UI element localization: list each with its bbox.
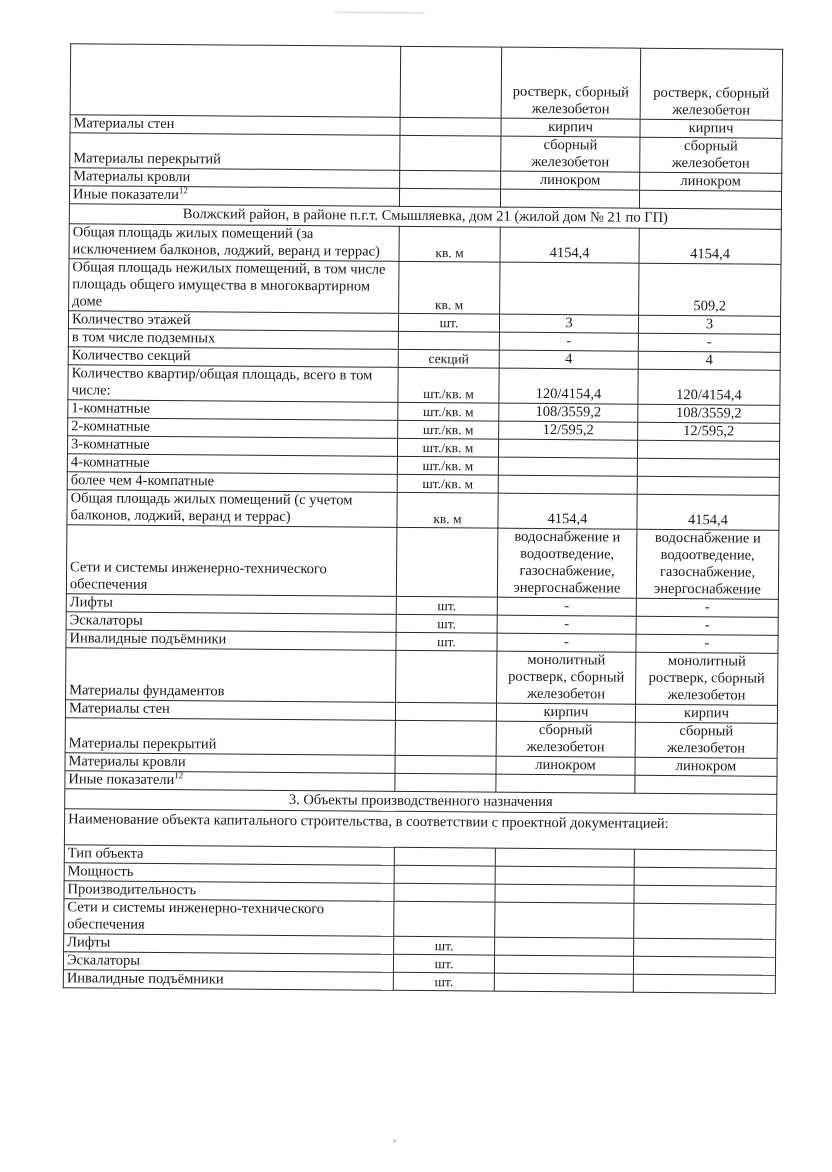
row-value-1: линокром xyxy=(496,756,635,775)
row-unit xyxy=(400,117,501,136)
row-label-text: Иные показатели xyxy=(72,186,179,204)
row-label: 1-комнатные xyxy=(68,400,398,421)
row-value-2: монолитный ростверк, сборный железобетон xyxy=(636,652,778,705)
row-label: Мощность xyxy=(64,863,394,884)
row-value-2: сборный железобетон xyxy=(640,137,782,173)
row-label: 4-комнатные xyxy=(67,454,397,475)
row-value-2: - xyxy=(636,634,778,653)
characteristics-table xyxy=(63,43,783,994)
row-label: Материалы фундаментов xyxy=(66,648,396,703)
row-value-2: линокром xyxy=(635,757,777,776)
row-label xyxy=(70,44,401,118)
row-value-2 xyxy=(635,775,777,794)
row-unit: шт./кв. м xyxy=(397,456,498,475)
row-unit xyxy=(394,865,495,884)
table-row xyxy=(67,490,779,531)
row-value-2: водоснабжение и водоотведение, газоснабжение, энергоснабжение xyxy=(636,529,779,599)
row-value-2 xyxy=(634,849,776,868)
row-label: Материалы стен xyxy=(65,700,395,721)
row-label: Сети и системы инженерно-технического обеспечения xyxy=(64,899,394,937)
table-row xyxy=(65,718,777,759)
row-value-2: 120/4154,4 xyxy=(638,369,780,405)
row-label: Производительность xyxy=(64,881,394,902)
scan-artifact xyxy=(394,1140,396,1142)
row-label: Инвалидные подъёмники xyxy=(66,630,396,651)
row-label: Общая площадь нежилых помещений, в том числе площадь общего имущества в многоквартирном доме xyxy=(69,259,399,314)
row-label: 3-комнатные xyxy=(67,436,397,457)
row-label: Общая площадь жилых помещений (с учетом балконов, лоджий, веранд и террас) xyxy=(67,490,397,528)
row-value-1 xyxy=(495,848,634,867)
row-unit: шт. xyxy=(396,614,497,633)
row-value-2 xyxy=(634,903,776,939)
row-label: более чем 4-компатные xyxy=(67,472,397,493)
row-value-1 xyxy=(495,937,634,956)
table-row xyxy=(66,525,779,600)
row-unit: шт./кв. м xyxy=(397,474,498,493)
row-value-2: кирпич xyxy=(635,704,777,723)
table-row xyxy=(70,44,783,121)
row-unit: шт. xyxy=(398,313,499,332)
row-value-1: монолитный ростверк, сборный железобетон xyxy=(497,651,636,704)
row-label: Материалы перекрытий xyxy=(70,133,400,171)
row-label: Эскалаторы xyxy=(63,952,393,973)
row-value-1: кирпич xyxy=(501,118,640,137)
row-unit: кв. м xyxy=(399,226,500,262)
row-value-2: 3 xyxy=(638,315,780,334)
row-value-1 xyxy=(494,955,633,974)
row-unit: шт./кв. м xyxy=(398,367,499,403)
row-value-1 xyxy=(494,973,633,992)
industrial-section-subtitle: Наименование объекта капитального строительства, в соответствии с проектной документацией: xyxy=(64,809,776,851)
row-unit xyxy=(394,847,495,866)
row-value-1: сборный железобетон xyxy=(501,136,640,172)
row-unit xyxy=(398,331,499,350)
industrial-rows xyxy=(63,845,776,994)
row-label: Материалы кровли xyxy=(65,753,395,774)
row-value-2: сборный железобетон xyxy=(635,722,777,758)
row-value-1 xyxy=(495,866,634,885)
row-value-1: кирпич xyxy=(496,703,635,722)
table-row xyxy=(69,224,781,265)
row-unit xyxy=(394,901,495,937)
row-label: Количество квартир/общая площадь, всего в том числе: xyxy=(68,365,398,403)
row-label: Материалы кровли xyxy=(70,168,400,189)
row-value-1 xyxy=(495,902,634,938)
row-value-2 xyxy=(634,938,776,957)
row-value-2: - xyxy=(638,333,780,352)
row-value-1: водоснабжение и водоотведение, газоснабжение, энергоснабжение xyxy=(497,528,637,598)
row-unit: шт. xyxy=(396,596,497,615)
row-unit: шт./кв. м xyxy=(398,420,499,439)
row-label: Инвалидные подъёмники xyxy=(63,970,393,991)
row-label: Материалы стен xyxy=(70,115,400,136)
industrial-section-title: 3. Объекты производственного назначения xyxy=(65,789,777,815)
row-label: Тип объекта xyxy=(64,845,394,866)
row-label: Лифты xyxy=(66,594,396,615)
row-unit xyxy=(395,702,496,721)
row-value-2: линокром xyxy=(640,172,782,191)
row-unit xyxy=(399,188,500,207)
row-unit xyxy=(395,773,496,792)
row-value-1: линокром xyxy=(501,171,640,190)
building-rows xyxy=(65,224,781,795)
row-unit xyxy=(400,46,502,118)
row-value-2 xyxy=(639,190,781,209)
row-value-2 xyxy=(634,885,776,904)
row-value-1: - xyxy=(497,597,636,616)
row-unit: шт. xyxy=(394,936,495,955)
section-subtitle-row xyxy=(64,809,776,851)
row-unit: шт. xyxy=(393,954,494,973)
row-value-1 xyxy=(498,475,637,494)
table-row xyxy=(70,133,782,174)
footnote-ref: 12 xyxy=(174,770,184,781)
row-value-2: кирпич xyxy=(640,119,782,138)
row-value-1: 4 xyxy=(499,350,638,369)
row-value-1: 108/3559,2 xyxy=(499,403,638,422)
row-label: 2-комнатные xyxy=(68,418,398,439)
row-value-1: - xyxy=(499,332,638,351)
row-unit: секций xyxy=(398,349,499,368)
row-label: Материалы перекрытий xyxy=(65,718,395,756)
row-unit: кв. м xyxy=(399,261,500,314)
table-row xyxy=(68,365,780,406)
table-row xyxy=(69,259,781,317)
row-unit xyxy=(400,170,501,189)
row-value-1: - xyxy=(497,615,636,634)
row-label: Количество этажей xyxy=(68,311,398,332)
footnote-ref: 12 xyxy=(178,185,188,196)
row-value-1: 12/595,2 xyxy=(499,421,638,440)
building-section-title: Волжский район, в районе п.г.т. Смышляевка, дом 21 (жилой дом № 21 по ГП) xyxy=(69,204,781,230)
row-unit: кв. м xyxy=(397,492,498,528)
row-value-2: 4154,4 xyxy=(639,228,781,264)
row-unit xyxy=(395,720,496,756)
row-value-1 xyxy=(498,439,637,458)
row-value-2: 12/595,2 xyxy=(638,422,780,441)
row-value-1: 3 xyxy=(499,314,638,333)
table-row xyxy=(66,648,778,706)
row-value-2 xyxy=(637,476,779,495)
row-value-1: - xyxy=(497,633,636,652)
row-label xyxy=(65,771,395,792)
row-value-2 xyxy=(634,867,776,886)
row-value-2: - xyxy=(636,598,778,617)
row-label: Сети и системы инженерно-технического обеспечения xyxy=(66,525,397,597)
row-label xyxy=(69,186,399,207)
row-label: Лифты xyxy=(64,934,394,955)
row-value-2 xyxy=(633,956,775,975)
row-value-2 xyxy=(637,440,779,459)
row-value-2 xyxy=(637,458,779,477)
row-value-1 xyxy=(500,262,639,315)
row-unit: шт. xyxy=(393,972,494,991)
row-unit xyxy=(396,527,498,597)
row-value-1: 4154,4 xyxy=(500,227,639,263)
row-unit: шт./кв. м xyxy=(398,402,499,421)
row-value-1 xyxy=(496,774,635,793)
row-value-2: 4 xyxy=(638,351,780,370)
row-value-1: ростверк, сборный железобетон xyxy=(501,47,641,119)
row-unit xyxy=(394,883,495,902)
table-row xyxy=(64,899,776,940)
row-value-1: сборный железобетон xyxy=(496,721,635,757)
row-value-1 xyxy=(498,457,637,476)
row-value-1: 4154,4 xyxy=(498,493,637,529)
row-value-1 xyxy=(500,189,639,208)
row-label-text: Иные показатели xyxy=(68,771,175,789)
row-unit: шт./кв. м xyxy=(397,438,498,457)
row-value-1 xyxy=(495,884,634,903)
scan-artifact xyxy=(334,11,424,14)
row-label: Эскалаторы xyxy=(66,612,396,633)
row-value-2 xyxy=(633,974,775,993)
row-label: Количество секций xyxy=(68,347,398,368)
row-unit xyxy=(395,755,496,774)
row-value-2: - xyxy=(636,616,778,635)
row-value-2: 509,2 xyxy=(639,263,781,316)
row-value-1: 120/4154,4 xyxy=(499,368,638,404)
row-label: в том числе подземных xyxy=(68,329,398,350)
row-value-2: ростверк, сборный железобетон xyxy=(640,48,783,120)
row-unit xyxy=(400,135,501,171)
row-value-2: 4154,4 xyxy=(637,494,779,530)
row-unit: шт. xyxy=(396,632,497,651)
row-label: Общая площадь жилых помещений (за исключением балконов, лоджий, веранд и террас) xyxy=(69,224,399,262)
row-unit xyxy=(396,650,497,703)
row-value-2: 108/3559,2 xyxy=(638,404,780,423)
